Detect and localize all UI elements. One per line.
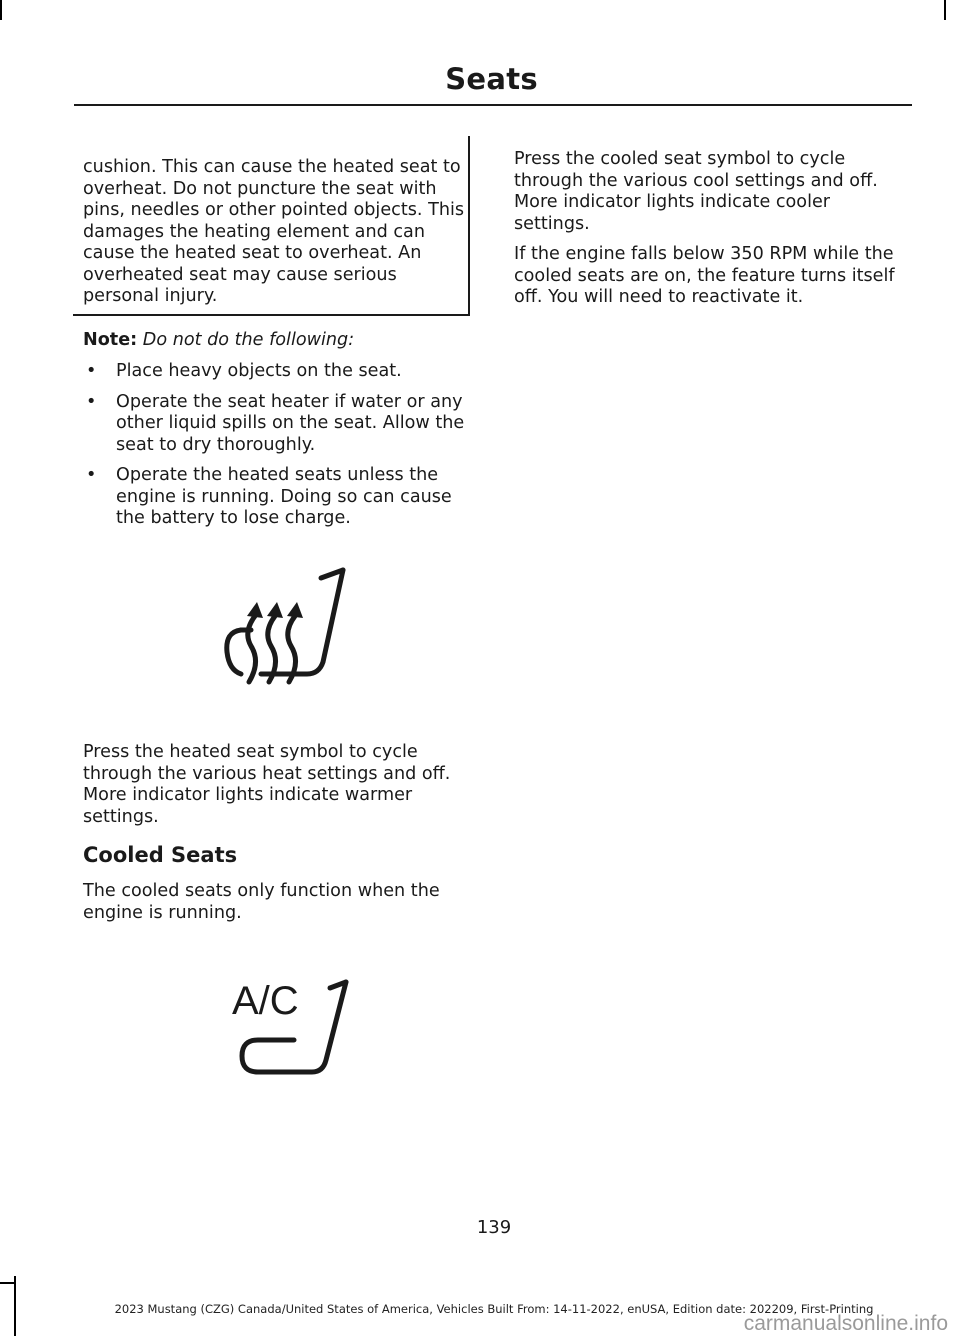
warning-text: cushion. This can cause the heated seat to overheat. Do not puncture the seat with pins, needles or other pointed objects. This damages the heating element and can cause the heated seat to overheat. An overheated seat may cause serious personal injury. — [83, 157, 465, 306]
section-heading-cooled-seats: Cooled Seats — [83, 843, 238, 867]
list-item — [83, 465, 478, 530]
header-rule — [74, 104, 912, 106]
ac-icon-label: A/C — [232, 979, 299, 1023]
heated-seat-paragraph: Press the heated seat symbol to cycle through the various heat settings and off. More indicator lights indicate warmer settings. — [83, 742, 451, 827]
cooled-seat-paragraph: Press the cooled seat symbol to cycle through the various cool settings and off. More indicator lights indicate cooler settings. — [514, 149, 878, 234]
heated-seat-icon — [215, 562, 355, 692]
footer-text: 2023 Mustang (CZG) Canada/United States of America, Vehicles Built From: 14-11-2022, enUSA, Edition date: 202209, First-Printing — [114, 1302, 874, 1316]
list-item-text: Operate the seat heater if water or any other liquid spills on the seat. Allow the seat to dry thoroughly. — [116, 391, 465, 455]
list-item-text: Operate the heated seats unless the engine is running. Doing so can cause the battery to lose charge. — [116, 465, 452, 528]
list-item — [83, 392, 478, 457]
page-number: 139 — [476, 1217, 512, 1238]
bullet-glyph: • — [86, 391, 97, 412]
list-item-text: Place heavy objects on the seat. — [116, 361, 402, 381]
bullet-glyph: • — [86, 465, 97, 485]
cooled-seats-intro: The cooled seats only function when the engine is running. — [83, 881, 440, 923]
note-label: Note: — [83, 330, 138, 350]
note-text: Do not do the following: — [142, 330, 355, 350]
note — [83, 330, 475, 352]
engine-rpm-paragraph: If the engine falls below 350 RPM while the cooled seats are on, the feature turns itself off. You will need to reactivate it. — [514, 244, 895, 307]
watermark: carmanualsonline.info — [743, 1312, 948, 1335]
bullet-glyph: • — [86, 361, 97, 381]
crop-mark-top-left — [0, 0, 2, 20]
warning-box — [73, 136, 470, 316]
bullet-list — [83, 361, 478, 539]
crop-mark-bottom-left-h — [0, 1282, 14, 1284]
cooled-seat-icon — [228, 972, 360, 1082]
page-title: Seats — [445, 62, 538, 96]
list-item — [83, 361, 478, 383]
crop-mark-top-right — [944, 0, 946, 20]
